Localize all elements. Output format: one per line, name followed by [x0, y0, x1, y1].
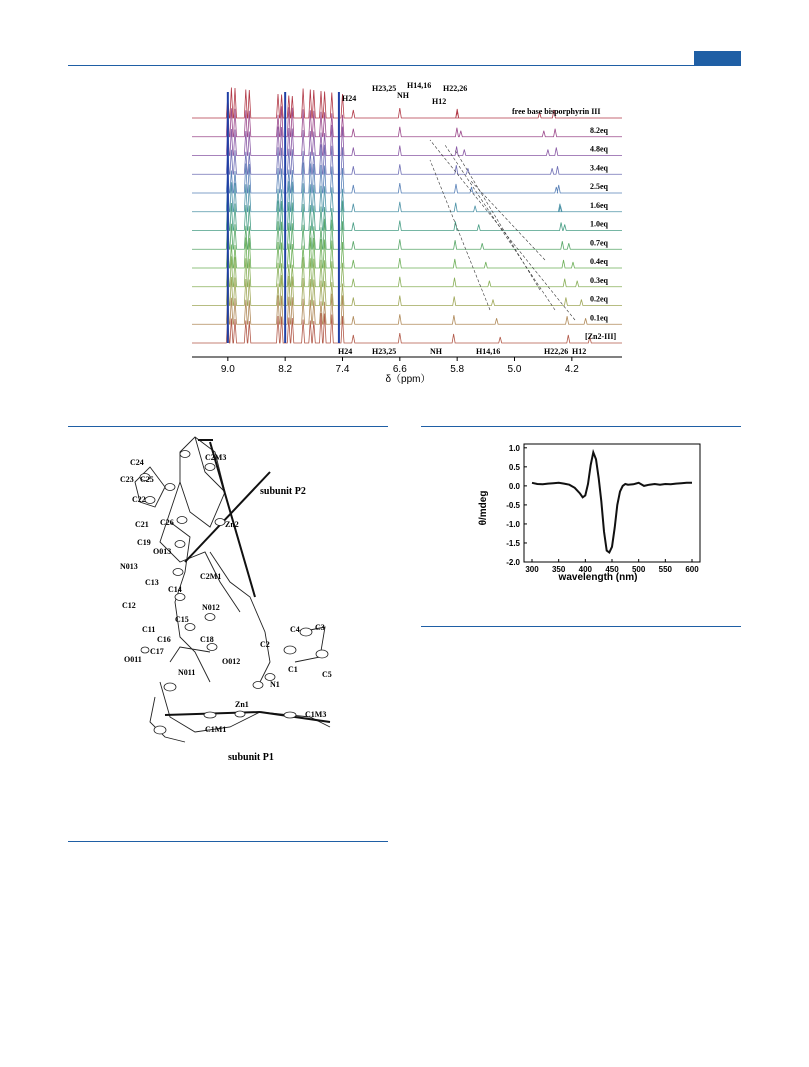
atom-label: N012 — [202, 603, 220, 612]
atom-label: C21 — [135, 520, 149, 529]
cd-spectrum-chart — [468, 432, 708, 592]
nmr-top-label-nh: NH — [397, 91, 409, 100]
atom-label: Zn1 — [235, 700, 249, 709]
nmr-trace — [192, 181, 622, 212]
nmr-trace-label: 0.1eq — [590, 313, 608, 323]
nmr-trace-label: 0.3eq — [590, 275, 608, 285]
cd-x-tick-label: 350 — [551, 565, 566, 574]
atom-label: C17 — [150, 647, 164, 656]
atom-label: C1M1 — [205, 725, 227, 734]
cd-x-tick-label: 550 — [658, 565, 673, 574]
nmr-tick-label: 5.0 — [507, 364, 522, 375]
nmr-bottom-label-h2226: H22,26 — [544, 347, 569, 356]
cd-y-tick-label: 1.0 — [508, 443, 520, 453]
atom-label: C16 — [157, 635, 171, 644]
atom-label: O011 — [124, 655, 142, 664]
nmr-trace-label: 0.7eq — [590, 238, 608, 248]
cd-x-tick-label: 500 — [631, 565, 646, 574]
nmr-trace — [192, 256, 622, 287]
nmr-trace-label: 1.6eq — [590, 200, 608, 210]
nmr-shift-arrow — [430, 140, 575, 320]
nmr-top-label-h12: H12 — [432, 97, 447, 106]
atom-label: C1M3 — [305, 710, 327, 719]
atom-label: C23 — [120, 475, 134, 484]
nmr-bottom-label-h12: H12 — [572, 347, 587, 356]
atom-label: C18 — [200, 635, 214, 644]
cd-xlabel: wavelength (nm) — [558, 572, 638, 583]
cd-x-tick-label: 300 — [525, 565, 539, 574]
cd-y-tick-label: -0.5 — [506, 500, 520, 510]
nmr-top-label-h2325: H23,25 — [372, 84, 397, 93]
atom-label: C22 — [132, 495, 146, 504]
crystal-structure-figure — [110, 432, 370, 772]
cd-x-tick-label: 600 — [685, 565, 699, 574]
atom-label: C2 — [260, 640, 270, 649]
nmr-trace-label: 0.4eq — [590, 257, 608, 266]
nmr-axis-label: δ（ppm） — [385, 374, 431, 385]
cd-x-tick-label: 400 — [578, 565, 593, 574]
nmr-trace — [192, 201, 622, 231]
nmr-trace-label: 2.5eq — [590, 182, 608, 191]
nmr-trace-label: 8.2eq — [590, 125, 608, 135]
atom-label: C11 — [142, 625, 156, 634]
atom-label: N011 — [178, 668, 196, 677]
atom-label: C1 — [288, 665, 298, 674]
atom-label: C5 — [322, 670, 332, 679]
cd-series-line — [532, 452, 692, 552]
atom-label: C14 — [168, 585, 182, 594]
nmr-trace — [192, 219, 622, 250]
nmr-shift-arrow — [455, 150, 540, 290]
atom-label: C26 — [160, 518, 174, 527]
atom-label: C12 — [122, 601, 136, 610]
nmr-trace — [192, 238, 622, 269]
nmr-top-label-h2226: H22,26 — [443, 84, 468, 93]
cd-y-tick-label: -2.0 — [506, 558, 520, 567]
atom-label: C25 — [140, 475, 154, 484]
cd-y-tick-label: 0.5 — [508, 462, 520, 472]
nmr-bottom-label-h24: H24 — [338, 347, 353, 356]
nmr-tick-label: 8.2 — [278, 364, 293, 375]
nmr-spectra-figure — [0, 0, 809, 400]
nmr-trace-label: 3.4eq — [590, 163, 608, 173]
atom-label: C13 — [145, 578, 159, 587]
nmr-trace — [192, 125, 622, 156]
nmr-trace-label: [Zn2-III] — [585, 332, 617, 341]
atom-label: N013 — [120, 562, 138, 571]
nmr-bottom-label-nh: NH — [430, 347, 442, 356]
nmr-trace-label: 0.2eq — [590, 294, 608, 304]
cd-y-tick-label: 0.0 — [508, 481, 520, 491]
atom-label: C15 — [175, 615, 189, 624]
nmr-trace-label: free base bisporphyrin III — [512, 107, 601, 116]
subunit-p2-label: subunit P2 — [260, 486, 306, 497]
atom-label: C24 — [130, 458, 144, 467]
nmr-tick-label: 6.6 — [392, 364, 407, 375]
cd-x-tick-label: 450 — [605, 565, 619, 574]
nmr-trace-label: 1.0eq — [590, 219, 608, 229]
nmr-trace — [192, 313, 622, 343]
nmr-bottom-label-h2325: H23,25 — [372, 347, 397, 356]
nmr-tick-label: 9.0 — [220, 364, 235, 375]
atom-label: N1 — [270, 680, 280, 689]
cd-y-tick-label: -1.0 — [506, 519, 520, 529]
subunit-p1-label: subunit P1 — [228, 752, 274, 763]
nmr-top-label-h24: H24 — [342, 94, 357, 103]
nmr-top-label-h1416: H14,16 — [407, 81, 432, 90]
atom-label: C2M3 — [205, 453, 227, 462]
nmr-traces — [192, 88, 622, 344]
atom-label: O012 — [222, 657, 241, 666]
atom-label: C19 — [137, 538, 151, 547]
section-rule-left-2 — [68, 841, 388, 842]
nmr-trace-label: 4.8eq — [590, 144, 608, 154]
nmr-tick-label: 4.2 — [564, 364, 579, 375]
section-rule-right-2 — [421, 626, 741, 627]
nmr-axis-ticks — [221, 357, 579, 375]
nmr-bottom-label-h1416: H14,16 — [476, 347, 501, 356]
nmr-shift-arrow — [445, 145, 555, 310]
atom-label: C2M1 — [200, 572, 222, 581]
nmr-shift-arrow — [430, 160, 490, 310]
nmr-trace — [192, 144, 622, 174]
atom-label: O013 — [153, 547, 172, 556]
atom-label: C3 — [315, 623, 325, 632]
nmr-trace — [192, 275, 622, 306]
nmr-tick-label: 7.4 — [335, 364, 350, 375]
atom-label: C4 — [290, 625, 300, 634]
atom-label: Zn2 — [225, 520, 239, 529]
nmr-shift-arrows — [430, 140, 575, 320]
cd-y-tick-label: -1.5 — [506, 538, 520, 548]
section-rule-left — [68, 426, 388, 427]
cd-ylabel: θ/mdeg — [478, 490, 489, 526]
nmr-tick-label: 5.8 — [450, 364, 465, 375]
section-rule-right — [421, 426, 741, 427]
